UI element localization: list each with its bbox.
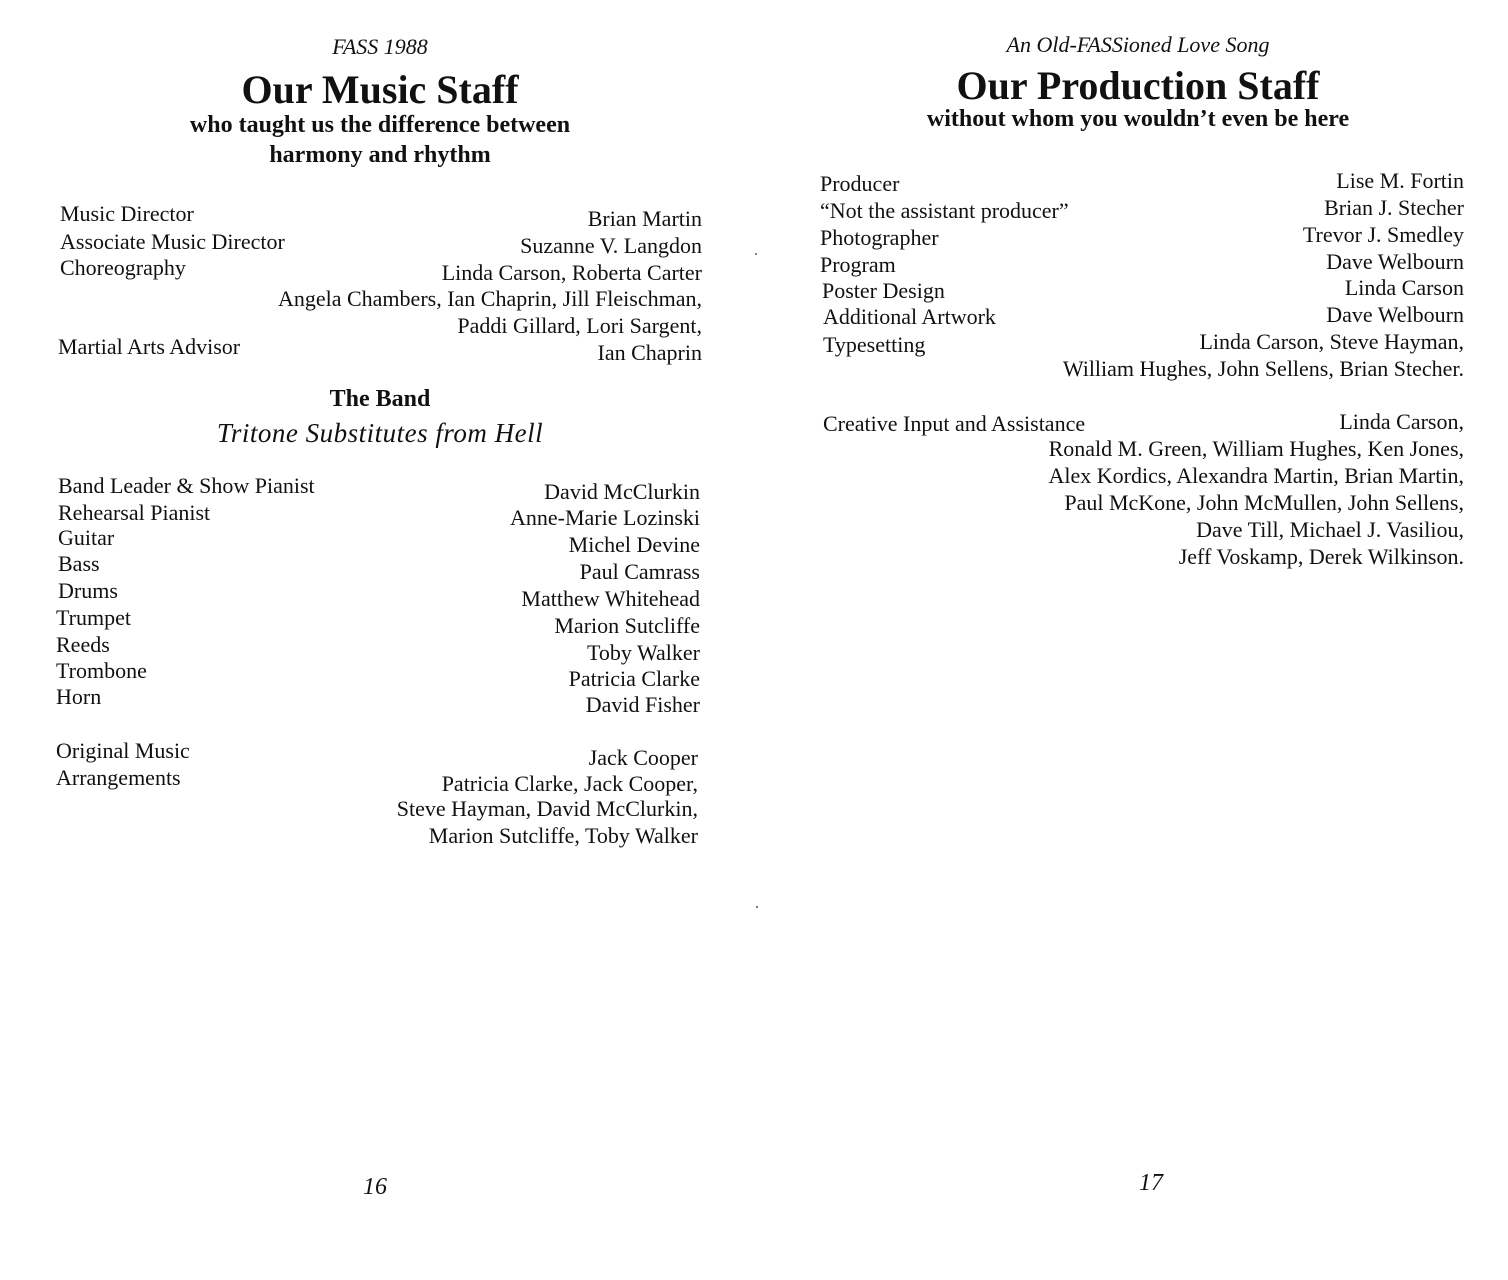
credit-name: Linda Carson, — [1339, 409, 1464, 434]
credit-role: Creative Input and Assistance — [823, 411, 1086, 436]
page-title: Our Music Staff — [241, 67, 519, 112]
page-subtitle — [130, 110, 630, 170]
band-role: Rehearsal Pianist — [58, 500, 211, 525]
band-member: Anne-Marie Lozinski — [510, 505, 700, 530]
credit-name-continued: Jeff Voskamp, Derek Wilkinson. — [1178, 544, 1464, 569]
credit-name: Suzanne V. Langdon — [520, 233, 702, 258]
right-page — [754, 0, 1508, 1280]
subtitle-line: who taught us the difference between — [189, 112, 571, 138]
band-role: Bass — [58, 551, 100, 576]
credit-role: Choreography — [60, 255, 186, 280]
band-role: Drums — [58, 578, 118, 603]
band-name: Tritone Substitutes from Hell — [216, 418, 544, 448]
credit-name: Dave Welbourn — [1326, 302, 1464, 327]
band-role: Guitar — [58, 525, 115, 550]
credit-name-continued: Angela Chambers, Ian Chaprin, Jill Fleischman, — [277, 286, 702, 311]
band-role: Band Leader & Show Pianist — [58, 473, 315, 498]
credit-name-continued: Marion Sutcliffe, Toby Walker — [428, 823, 698, 848]
band-member: Marion Sutcliffe — [554, 613, 700, 638]
page-subtitle: without whom you wouldn’t even be here — [926, 106, 1350, 132]
running-head: FASS 1988 — [332, 34, 428, 59]
page-number: 16 — [363, 1174, 387, 1200]
credit-role: Additional Artwork — [823, 304, 996, 329]
credit-name-continued: Alex Kordics, Alexandra Martin, Brian Martin, — [1048, 463, 1464, 488]
credit-name: Dave Welbourn — [1326, 249, 1464, 274]
credit-name-continued: Ronald M. Green, William Hughes, Ken Jones, — [1048, 436, 1464, 461]
band-heading: The Band — [329, 386, 431, 412]
running-head: An Old-FASSioned Love Song — [1006, 32, 1270, 57]
band-member: David McClurkin — [544, 479, 700, 504]
credit-name: Brian J. Stecher — [1324, 195, 1464, 220]
band-member: Matthew Whitehead — [521, 586, 700, 611]
band-member: Patricia Clarke — [568, 666, 700, 691]
page-title: Our Production Staff — [956, 63, 1320, 108]
credit-name: Trevor J. Smedley — [1302, 222, 1464, 247]
credit-name: Lise M. Fortin — [1336, 168, 1464, 193]
credit-role: Original Music — [56, 738, 190, 763]
credit-role: Music Director — [60, 201, 194, 226]
subtitle-line: harmony and rhythm — [269, 142, 491, 168]
credit-role: “Not the assistant producer” — [820, 198, 1069, 223]
credit-role: Arrangements — [56, 765, 181, 790]
credit-name-continued: Dave Till, Michael J. Vasiliou, — [1196, 517, 1464, 542]
credit-name: Brian Martin — [587, 206, 702, 231]
page-number: 17 — [1139, 1170, 1163, 1196]
band-role: Reeds — [56, 632, 110, 657]
band-member: Paul Camrass — [579, 559, 700, 584]
credit-name-continued: Paddi Gillard, Lori Sargent, — [457, 313, 702, 338]
credit-name-continued: William Hughes, John Sellens, Brian Stecher. — [1062, 356, 1464, 381]
credit-name: Patricia Clarke, Jack Cooper, — [441, 771, 698, 796]
band-member: Toby Walker — [587, 640, 700, 665]
credit-role: Typesetting — [823, 332, 926, 357]
credit-name: Linda Carson — [1344, 275, 1464, 300]
credit-name: Linda Carson, Roberta Carter — [441, 260, 702, 285]
band-role: Trumpet — [56, 605, 131, 630]
credit-role: Associate Music Director — [60, 229, 285, 254]
credit-name-continued: Steve Hayman, David McClurkin, — [396, 796, 698, 821]
band-member: Michel Devine — [568, 532, 700, 557]
credit-role: Producer — [820, 171, 900, 196]
credit-name: Linda Carson, Steve Hayman, — [1199, 329, 1464, 354]
credit-role: Martial Arts Advisor — [58, 334, 241, 359]
credit-name: Jack Cooper — [588, 745, 698, 770]
band-member: David Fisher — [585, 692, 700, 717]
print-speck — [756, 906, 758, 908]
credit-role: Poster Design — [822, 278, 945, 303]
credit-name: Ian Chaprin — [597, 340, 702, 365]
band-role: Trombone — [56, 658, 147, 683]
credit-role: Program — [820, 252, 896, 277]
credit-role: Photographer — [820, 225, 939, 250]
band-role: Horn — [56, 684, 102, 709]
credit-name-continued: Paul McKone, John McMullen, John Sellens, — [1064, 490, 1464, 515]
